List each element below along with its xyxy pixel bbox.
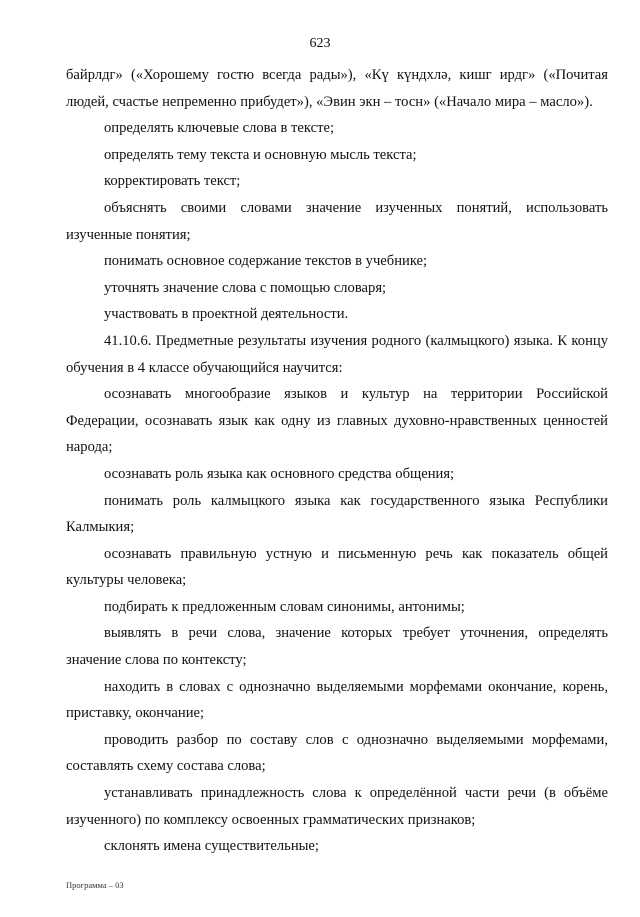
page-footer: Программа – 03 (66, 880, 124, 890)
list-item: находить в словах с однозначно выделяемыми морфемами окончание, корень, приставку, окончание; (66, 678, 608, 722)
list-item: участвовать в проектной деятельности. (104, 306, 349, 323)
list-item: уточнять значение слова с помощью словаря; (104, 279, 387, 296)
list-item: склонять имена существительные; (104, 838, 319, 855)
section-heading-paragraph: 41.10.6. Предметные результаты изучения родного (калмыцкого) языка. К концу обучения в 4 классе обучающийся научится: (66, 332, 608, 376)
list-item: устанавливать принадлежность слова к определённой части речи (в объёме изученного) по комплексу освоенных грамматических признаков; (66, 785, 608, 828)
document-body (66, 62, 608, 860)
list-item: объяснять своими словами значение изученных понятий, использовать изученные понятия; (66, 199, 608, 243)
list-item: осознавать правильную устную и письменную речь как показатель общей культуры человека; (66, 545, 608, 589)
list-item: определять тему текста и основную мысль текста; (104, 146, 417, 163)
page-number: 623 (309, 36, 331, 51)
list-item: корректировать текст; (104, 173, 241, 190)
list-item: понимать роль калмыцкого языка как государственного языка Республики Калмыкия; (66, 492, 608, 536)
list-item: осознавать многообразие языков и культур на территории Российской Федерации, осознавать язык как одну из главных духовно-нравственных ценностей народа; (66, 386, 608, 456)
list-item: определять ключевые слова в тексте; (104, 120, 335, 137)
list-item: проводить разбор по составу слов с однозначно выделяемыми морфемами, составлять схему состава слова; (66, 731, 608, 775)
list-item: подбирать к предложенным словам синонимы, антонимы; (104, 598, 465, 615)
list-item: осознавать роль языка как основного средства общения; (104, 465, 455, 482)
paragraph-continuation: байрлдг» («Хорошему гостю всегда рады»), «Кү күндхлә, кишг ирдг» («Почитая людей, счастье непременно прибудет»), «Эвин экн – тосн» («Начало мира – масло»). (66, 67, 608, 110)
list-item: понимать основное содержание текстов в учебнике; (104, 253, 428, 270)
list-item: выявлять в речи слова, значение которых требует уточнения, определять значение слова по контексту; (66, 625, 608, 669)
